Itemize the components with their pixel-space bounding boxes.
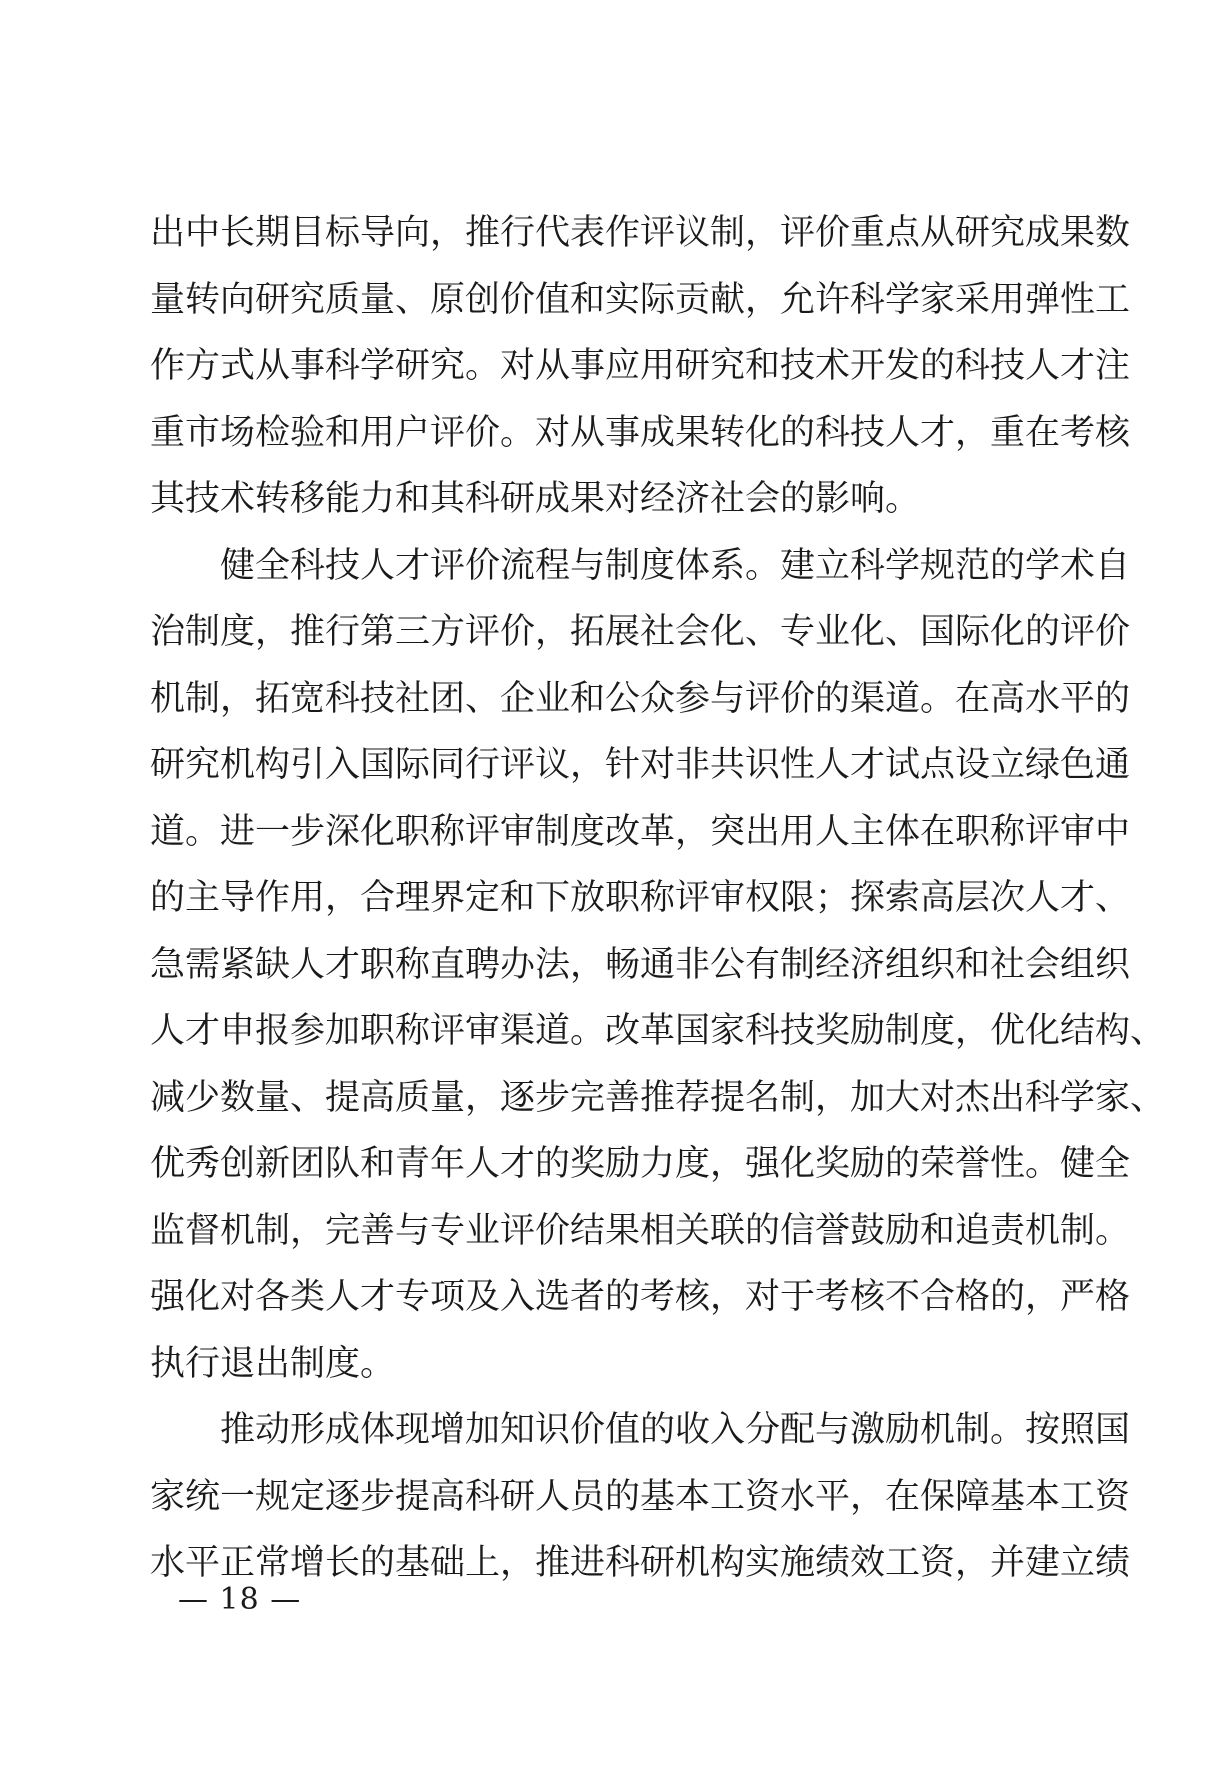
text-line: 其技术转移能力和其科研成果对经济社会的影响。 bbox=[150, 479, 921, 519]
text-line: 机制，拓宽科技社团、企业和公众参与评价的渠道。在高水平的 bbox=[150, 678, 1131, 719]
text-line: 家统一规定逐步提高科研人员的基本工资水平，在保障基本工资 bbox=[150, 1476, 1131, 1517]
text-line: 减少数量、提高质量，逐步完善推荐提名制，加大对杰出科学家、 bbox=[150, 1077, 1166, 1118]
paragraph-2 bbox=[150, 533, 1166, 1398]
text-line: 道。进一步深化职称评审制度改革，突出用人主体在职称评审中 bbox=[150, 811, 1131, 852]
text-line: 优秀创新团队和青年人才的奖励力度，强化奖励的荣誉性。健全 bbox=[150, 1144, 1131, 1184]
text-line: 治制度，推行第三方评价，拓展社会化、专业化、国际化的评价 bbox=[150, 612, 1131, 652]
paragraph-1 bbox=[150, 200, 1131, 533]
text-line: 执行退出制度。 bbox=[150, 1343, 396, 1384]
text-line: 研究机构引入国际同行评议，针对非共识性人才试点设立绿色通 bbox=[150, 745, 1131, 785]
text-line: 健全科技人才评价流程与制度体系。建立科学规范的学术自 bbox=[220, 545, 1131, 586]
paragraph-3 bbox=[150, 1397, 1131, 1597]
text-line: 强化对各类人才专项及入选者的考核，对于考核不合格的，严格 bbox=[150, 1277, 1131, 1317]
text-line: 急需紧缺人才职称直聘办法，畅通非公有制经济组织和社会组织 bbox=[150, 944, 1131, 985]
text-line: 量转向研究质量、原创价值和实际贡献，允许科学家采用弹性工 bbox=[150, 279, 1131, 320]
text-line: 出中长期目标导向，推行代表作评议制，评价重点从研究成果数 bbox=[150, 213, 1131, 253]
text-line: 人才申报参加职称评审渠道。改革国家科技奖励制度，优化结构、 bbox=[150, 1011, 1166, 1051]
text-line: 水平正常增长的基础上，推进科研机构实施绩效工资，并建立绩 bbox=[150, 1543, 1131, 1583]
text-line: 监督机制，完善与专业评价结果相关联的信誉鼓励和追责机制。 bbox=[150, 1210, 1131, 1251]
text-line: 推动形成体现增加知识价值的收入分配与激励机制。按照国 bbox=[220, 1410, 1131, 1450]
text-line: 重市场检验和用户评价。对从事成果转化的科技人才，重在考核 bbox=[150, 412, 1131, 453]
text-line: 的主导作用，合理界定和下放职称评审权限；探索高层次人才、 bbox=[150, 878, 1131, 918]
page-number: — 18 — bbox=[178, 1582, 302, 1617]
text-line: 作方式从事科学研究。对从事应用研究和技术开发的科技人才注 bbox=[150, 346, 1131, 386]
body-text bbox=[150, 200, 1166, 1597]
